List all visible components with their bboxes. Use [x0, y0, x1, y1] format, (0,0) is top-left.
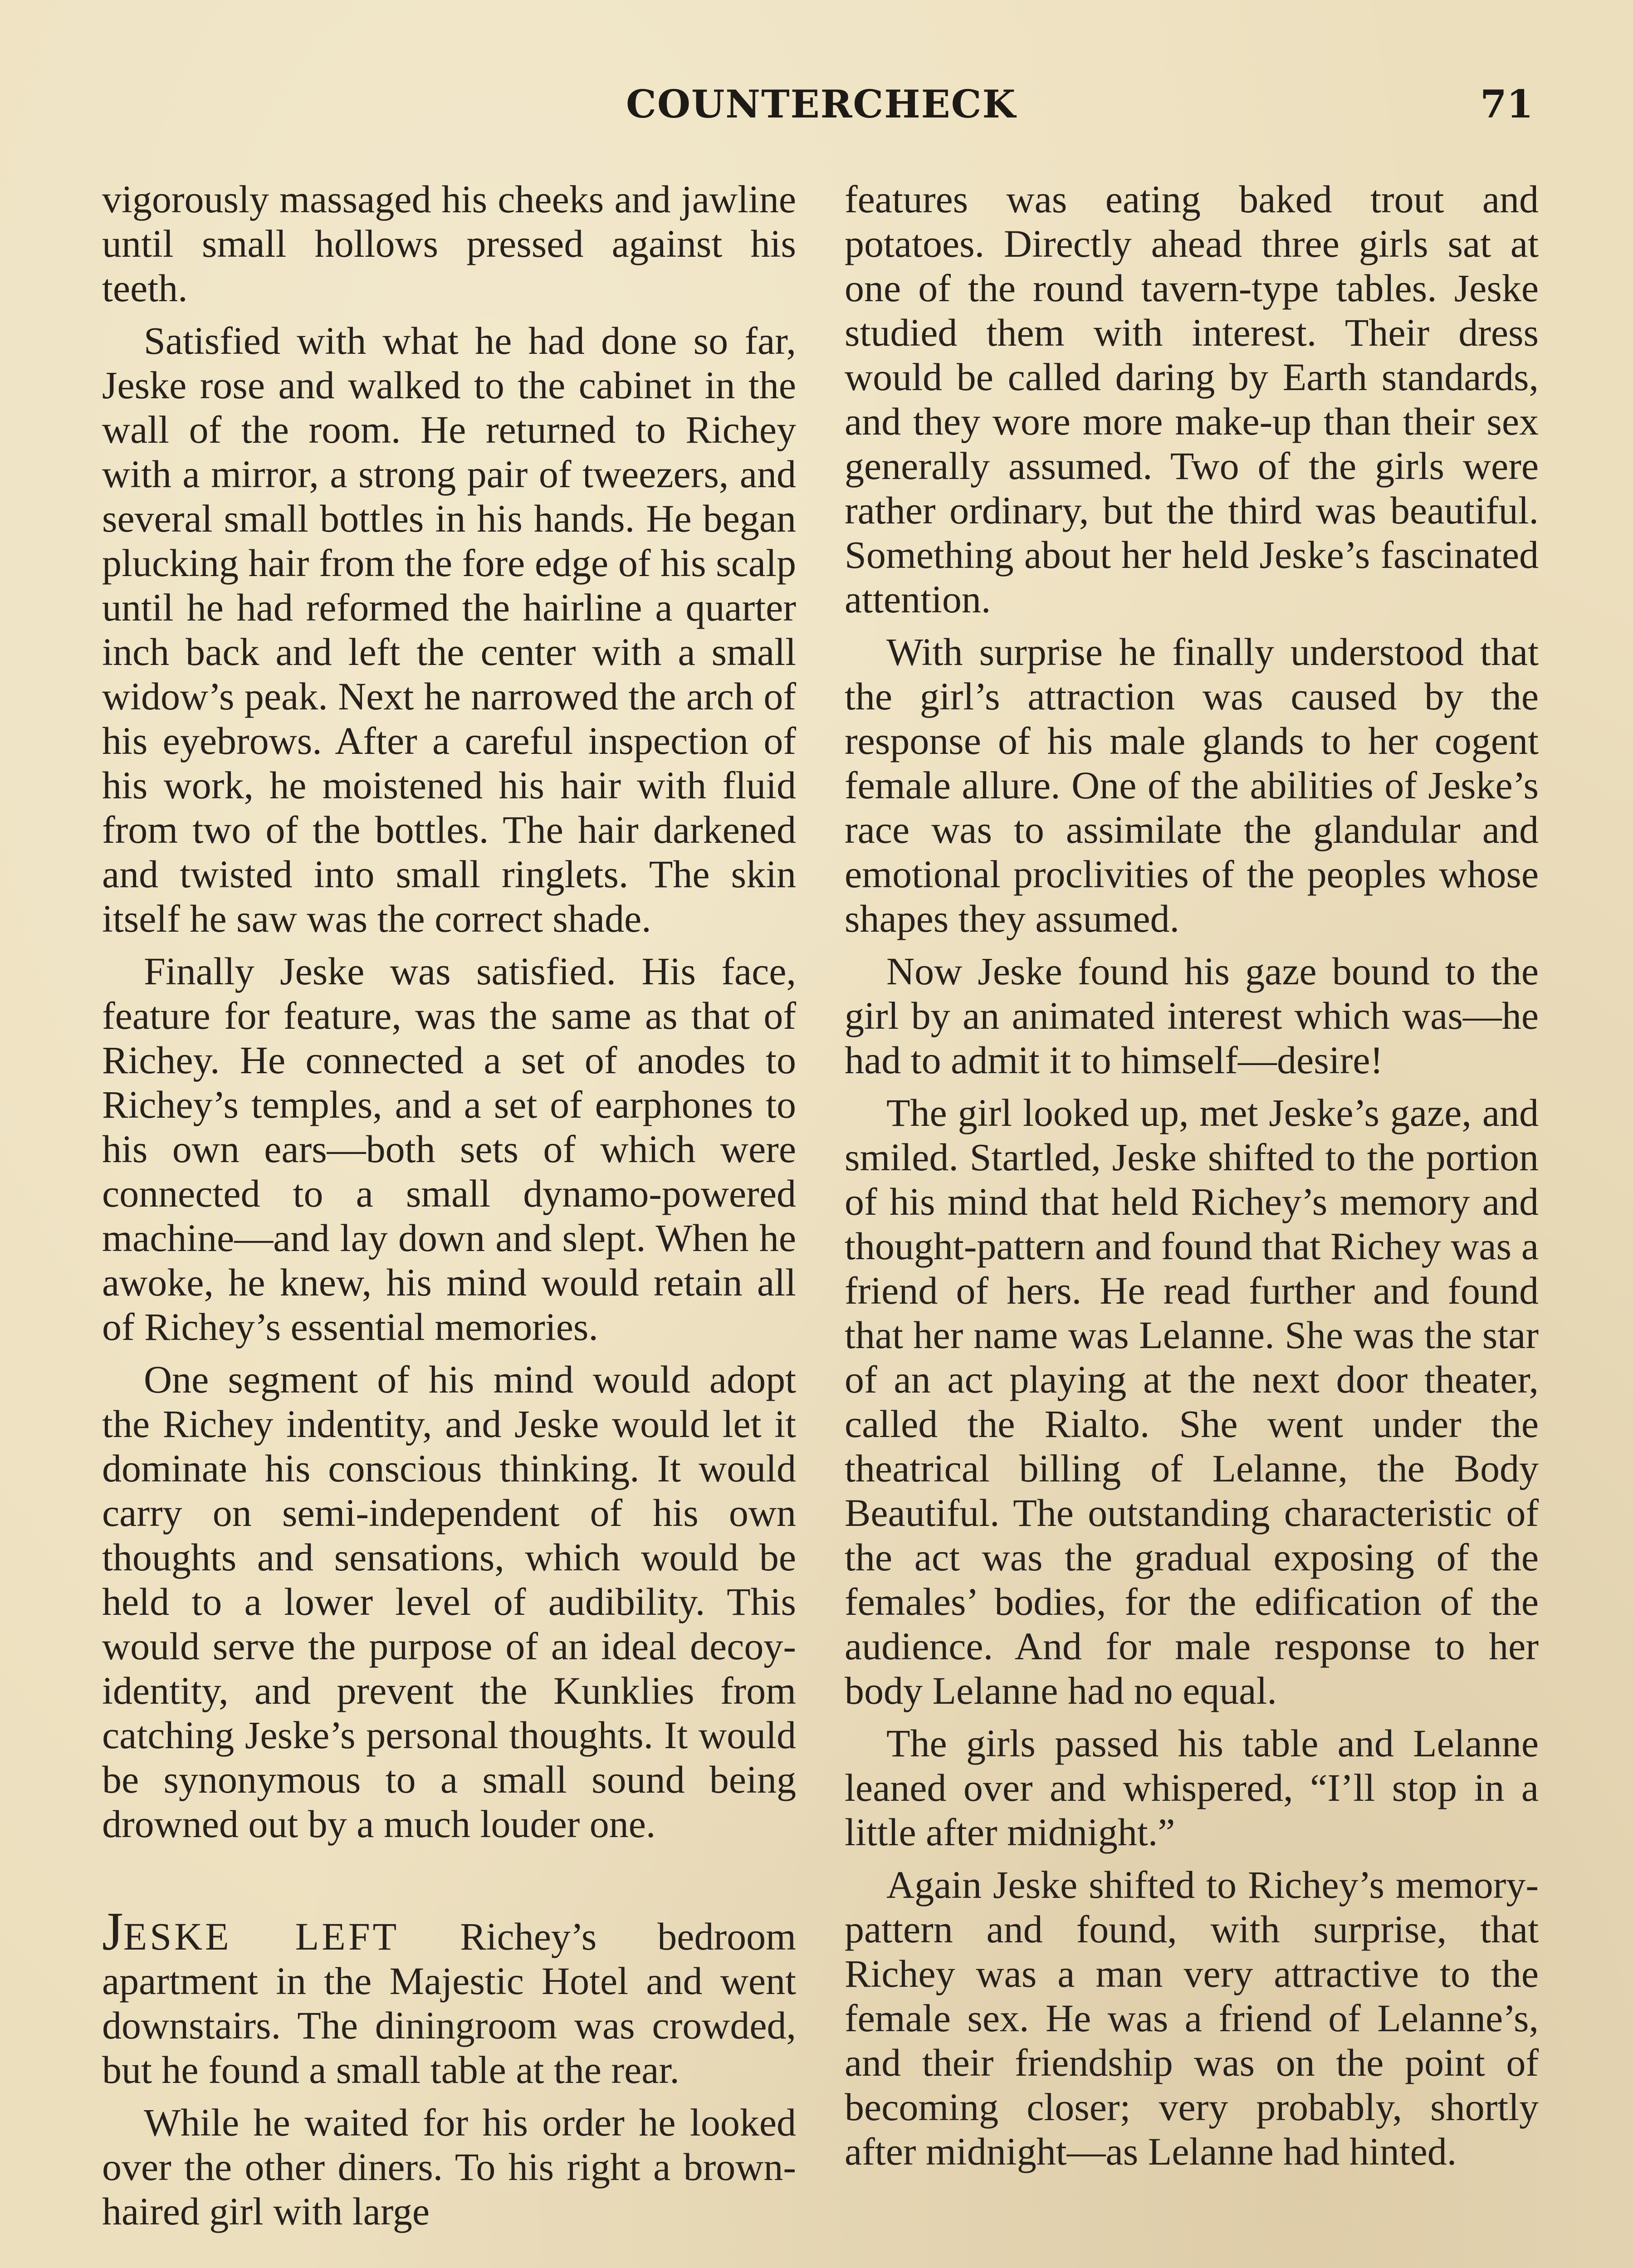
page-number: 71 — [1480, 82, 1533, 127]
section-opening-paragraph — [102, 1901, 796, 2092]
running-title: COUNTERCHECK — [626, 82, 1017, 127]
paragraph: Now Jeske found his gaze bound to the girl by an animated interest which was—he had to admit it to himself—desire! — [845, 949, 1539, 1082]
small-caps-lead: ESKE LEFT — [123, 1915, 400, 1958]
paragraph: With surprise he finally understood that the girl’s attraction was caused by the response of his male glands to her cogent female allure. One of the abilities of Jeske’s race was to assimilate the glandular and emotional proclivities of the peoples whose shapes they assumed. — [845, 630, 1539, 940]
paragraph: features was eating baked trout and potatoes. Directly ahead three girls sat at one of the round tavern-type tables. Jeske studied them with interest. Their dress would be called daring by Earth standards, and they wore more make-up than their sex generally assumed. Two of the girls were rather ordinary, but the third was beautiful. Something about her held Jeske’s fascinated attention. — [845, 177, 1539, 621]
paragraph: While he waited for his order he looked over the other diners. To his right a brown-haired girl with large — [102, 2101, 796, 2233]
right-column — [845, 177, 1539, 2182]
left-column — [102, 177, 796, 2242]
paragraph: Again Jeske shifted to Richey’s memory-pattern and found, with surprise, that Richey was a man very attractive to the female sex. He was a friend of Lelanne’s, and their friendship was on the point of becoming closer; very probably, shortly after midnight—as Lelanne had hinted. — [845, 1863, 1539, 2173]
paragraph: The girl looked up, met Jeske’s gaze, and smiled. Startled, Jeske shifted to the portion of his mind that held Richey’s memory and thought-pattern and found that Richey was a friend of hers. He read further and found that her name was Lelanne. She was the star of an act playing at the next door theater, called the Rialto. She went under the theatrical billing of Lelanne, the Body Beautiful. The outstanding characteristic of the act was the gradual exposing of the females’ bodies, for the edification of the audience. And for male response to her body Lelanne had no equal. — [845, 1091, 1539, 1712]
drop-cap: J — [102, 1901, 123, 1961]
paragraph: The girls passed his table and Lelanne leaned over and whispered, “I’ll stop in a little after midnight.” — [845, 1721, 1539, 1854]
paragraph: vigorously massaged his cheeks and jawline until small hollows pressed against his teeth. — [102, 177, 796, 310]
paragraph-text: Richey’s bedroom apartment in the Majestic Hotel and went downstairs. The diningroom was crowded, but he found a small table at the rear. — [102, 1915, 796, 2092]
paragraph: Satisfied with what he had done so far, Jeske rose and walked to the cabinet in the wall of the room. He returned to Richey with a mirror, a strong pair of tweezers, and several small bottles in his hands. He began plucking hair from the fore edge of his scalp until he had reformed the hairline a quarter inch back and left the center with a small widow’s peak. Next he narrowed the arch of his eyebrows. After a careful inspection of his work, he moistened his hair with fluid from two of the bottles. The hair darkened and twisted into small ringlets. The skin itself he saw was the correct shade. — [102, 319, 796, 940]
paragraph: Finally Jeske was satisfied. His face, feature for feature, was the same as that of Richey. He connected a set of anodes to Richey’s temples, and a set of earphones to his own ears—both sets of which were connected to a small dynamo-powered machine—and lay down and slept. When he awoke, he knew, his mind would retain all of Richey’s essential memories. — [102, 949, 796, 1349]
paragraph: One segment of his mind would adopt the Richey indentity, and Jeske would let it dominate his conscious thinking. It would carry on semi-independent of his own thoughts and sensations, which would be held to a lower level of audibility. This would serve the purpose of an ideal decoy-identity, and prevent the Kunklies from catching Jeske’s personal thoughts. It would be synonymous to a small sound being drowned out by a much louder one. — [102, 1358, 796, 1846]
